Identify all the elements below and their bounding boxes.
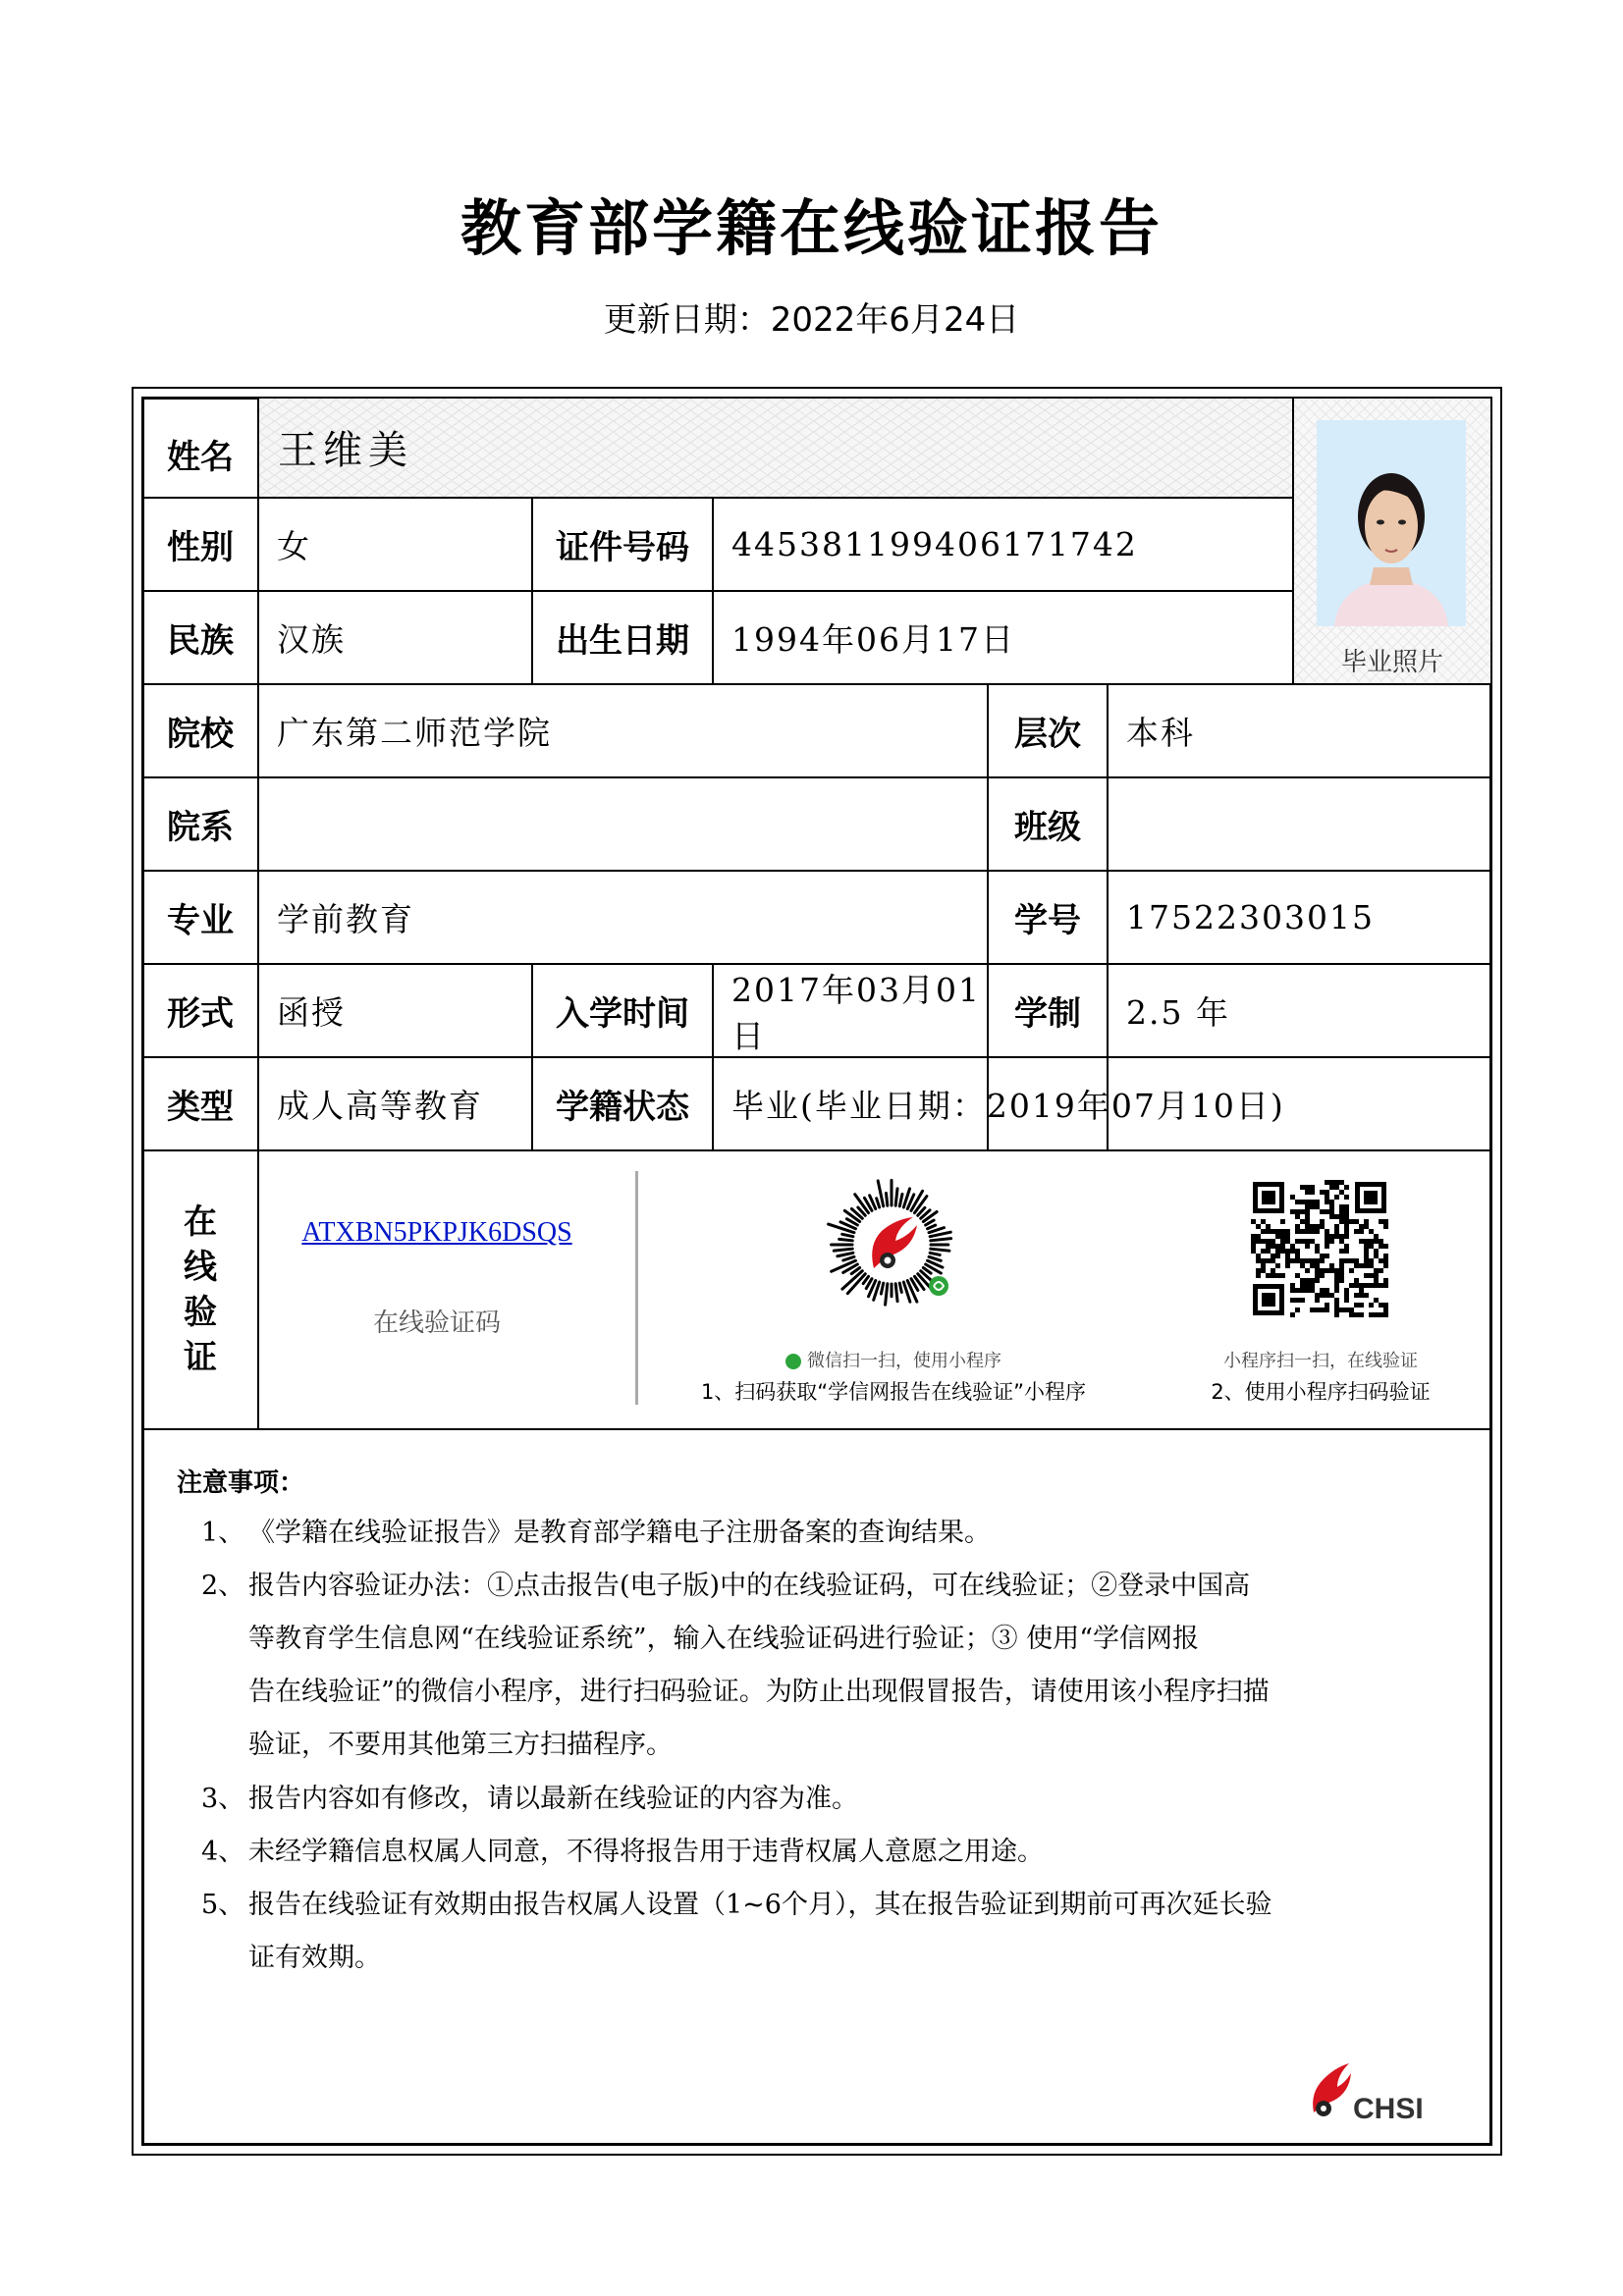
- major-value: 学前教育: [277, 900, 414, 938]
- wechat-mini-icon: [785, 1354, 801, 1369]
- enroll-label: 入学时间: [556, 994, 689, 1034]
- verify-label-char: 验: [184, 1293, 217, 1332]
- duration-label: 学制: [1014, 994, 1081, 1034]
- note-item: 5、 报告在线验证有效期由报告权属人设置（1~6个月），其在报告验证到期前可再次延长验 证有效期。: [201, 1890, 1272, 1973]
- level-label: 层次: [1014, 715, 1081, 754]
- wechat-miniprogram-code-icon: [823, 1176, 960, 1313]
- verification-code-link[interactable]: ATXBN5PKPJK6DSQS: [301, 1217, 572, 1248]
- verify-label-char: 线: [184, 1248, 217, 1287]
- form-label: 形式: [167, 994, 234, 1034]
- verify-label-char: 证: [184, 1338, 217, 1377]
- ethnicity-label: 民族: [167, 621, 234, 661]
- level-value: 本科: [1126, 714, 1195, 752]
- note-item: 2、 报告内容验证办法：①点击报告(电子版)中的在线验证码，可在线验证；②登录中国高 等教育学生信息网“在线验证系统”，输入在线验证码进行验证；③ 使用“学信网报 告在线验证”的微信小程序，进行扫码验证。为防止出现假冒报告，请使用该小程序扫描 验证，不要用其他第三方扫描程序。: [201, 1571, 1270, 1760]
- note-item: 3、 报告内容如有修改，请以最新在线验证的内容为准。: [201, 1784, 858, 1814]
- id-value: 445381199406171742: [731, 525, 1138, 563]
- student-no-label: 学号: [1014, 901, 1081, 940]
- gender-value: 女: [277, 527, 311, 565]
- class-value: [1109, 778, 1490, 870]
- verify-label-char: 在: [184, 1202, 217, 1242]
- school-value: 广东第二师范学院: [277, 714, 552, 752]
- notes-title: 注意事项：: [177, 1468, 305, 1498]
- grid-line: [1292, 399, 1294, 683]
- gender-label: 性别: [167, 528, 234, 567]
- type-value: 成人高等教育: [277, 1087, 483, 1125]
- type-label: 类型: [167, 1088, 234, 1127]
- verification-code-label: 在线验证码: [372, 1308, 501, 1338]
- note-item: 1、 《学籍在线验证报告》是教育部学籍电子注册备案的查询结果。: [201, 1518, 991, 1548]
- grid-line: [143, 1428, 1490, 1430]
- school-label: 院校: [167, 715, 234, 754]
- student-no-value: 17522303015: [1126, 898, 1375, 936]
- report-title: 教育部学籍在线验证报告: [460, 192, 1163, 264]
- class-label: 班级: [1014, 808, 1081, 847]
- verify-divider: [635, 1171, 638, 1405]
- graduation-photo: [1317, 420, 1466, 626]
- birth-label: 出生日期: [556, 621, 689, 661]
- birth-value: 1994年06月17日: [731, 620, 1015, 659]
- name-value: 王维美: [278, 427, 413, 473]
- id-label: 证件号码: [556, 528, 689, 567]
- note-item: 4、 未经学籍信息权属人同意，不得将报告用于违背权属人意愿之用途。: [201, 1837, 1044, 1867]
- enroll-value: 2017年03月01日: [731, 970, 981, 1055]
- status-value: 毕业(毕业日期：2019年07月10日): [731, 1087, 1285, 1125]
- verify-step-2: 2、使用小程序扫码验证: [1211, 1380, 1431, 1404]
- update-date: 更新日期：2022年6月24日: [603, 300, 1020, 340]
- form-value: 函授: [277, 993, 346, 1032]
- chsi-logo-icon: [1306, 2044, 1443, 2132]
- qr-scan-caption: 小程序扫一扫，在线验证: [1223, 1351, 1418, 1371]
- svg-text:CHSI: CHSI: [1353, 2093, 1424, 2125]
- department-value: [259, 778, 987, 870]
- photo-caption: 毕业照片: [1340, 648, 1443, 677]
- duration-value: 2.5 年: [1126, 993, 1230, 1032]
- grid-line: [143, 1149, 1490, 1151]
- online-verify-label: [143, 1151, 257, 1428]
- status-label: 学籍状态: [556, 1088, 689, 1127]
- name-label: 姓名: [167, 437, 234, 477]
- qr-code-icon: [1251, 1180, 1388, 1317]
- wechat-scan-caption: 微信扫一扫，使用小程序: [746, 1347, 1041, 1372]
- verify-step-1: 1、扫码获取“学信网报告在线验证”小程序: [700, 1380, 1087, 1404]
- department-label: 院系: [167, 808, 234, 847]
- ethnicity-value: 汉族: [277, 620, 346, 659]
- major-label: 专业: [167, 901, 234, 940]
